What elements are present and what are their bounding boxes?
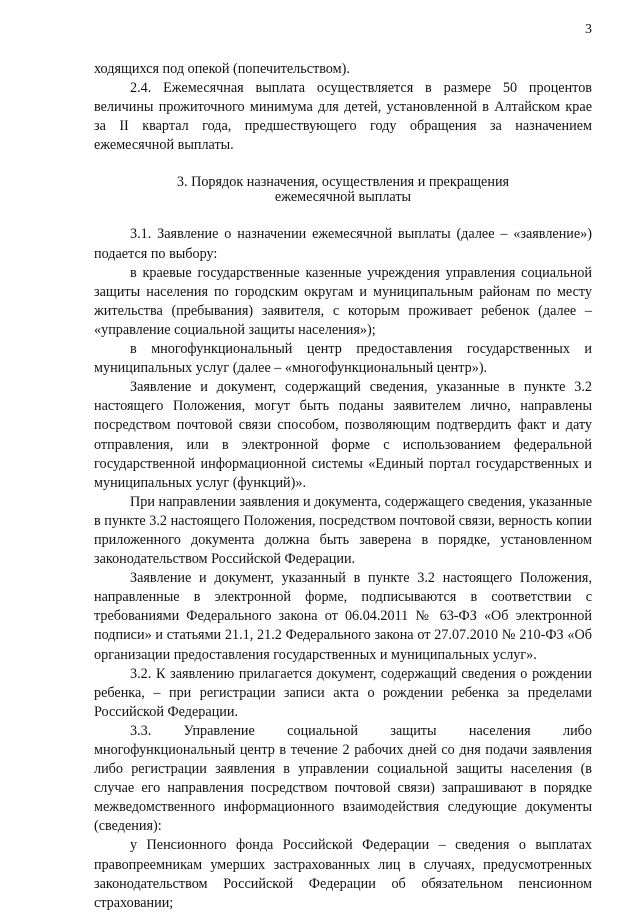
- paragraph-2-4: 2.4. Ежемесячная выплата осуществляется в размере 50 процентов величины прожиточного минимума для детей, установленной в Алтайском крае за II квартал года, предшествующего году обращения за назначением ежемесячной выплаты.: [94, 80, 592, 154]
- paragraph-electronic: Заявление и документ, указанный в пункте 3.2 настоящего Положения, направленные в электронной форме, подписываются в соответствии с требованиями Федерального закона от 06.04.2011 № 63-ФЗ «Об электронной подписи» и статьями 21.1, 21.2 Федерального закона от 27.07.2010 № 210-ФЗ «Об организации предоставления государственных и муниципальных услуг».: [94, 570, 592, 663]
- section-heading-line1: 3. Порядок назначения, осуществления и прекращения: [176, 174, 510, 191]
- page-number: 3: [585, 22, 592, 37]
- document-body: [94, 60, 592, 913]
- paragraph-continuation: ходящихся под опекой (попечительством).: [94, 61, 350, 77]
- paragraph-option-social: в краевые государственные казенные учреждения управления социальной защиты населения по городским округам и муниципальным районам по месту жительства (пребывания) заявителя, с которым проживает ребенок (далее – «управление социальной защиты населения»);: [94, 264, 592, 338]
- paragraph-3-1: 3.1. Заявление о назначении ежемесячной выплаты (далее – «заявление») подается по выбору:: [94, 226, 592, 262]
- section-heading: [94, 175, 592, 205]
- paragraph-3-2: 3.2. К заявлению прилагается документ, содержащий сведения о рождении ребенка, – при регистрации записи акта о рождении ребенка за пределами Российской Федерации.: [94, 665, 592, 720]
- paragraph-postal: При направлении заявления и документа, содержащего сведения, указанные в пункте 3.2 настоящего Положения, посредством почтовой связи, верность копии приложенного документа должна быть заверена в порядке, установленном законодательством Российской Федерации.: [94, 493, 592, 568]
- paragraph-option-mfc: в многофункциональный центр предоставления государственных и муниципальных услуг (далее – «многофункциональный центр»).: [94, 341, 592, 377]
- paragraph-submission-methods: Заявление и документ, содержащий сведения, указанные в пункте 3.2 настоящего Положения, могут быть поданы заявителем лично, направлены посредством почтовой связи способом, позволяющим подтвердить факт и дату отправления, или в электронной форме с использованием федеральной государственной информационной системы «Единый портал государственных и муниципальных услуг (функций)».: [94, 379, 592, 491]
- section-heading-line2: ежемесячной выплаты: [274, 189, 412, 206]
- paragraph-3-3: 3.3. Управление социальной защиты населения либо многофункциональный центр в течение 2 рабочих дней со дня подачи заявления либо регистрации заявления в управлении социальной защиты населения (в случае его направления посредством почтовой связи) запрашивают в порядке межведомственного информационного взаимодействия следующие документы (сведения):: [94, 722, 592, 835]
- paragraph-pension-fund: у Пенсионного фонда Российской Федерации – сведения о выплатах правопреемникам умерших застрахованных лиц в случаях, предусмотренных законодательством Российской Федерации об обязательном пенсионном страховании;: [94, 837, 592, 911]
